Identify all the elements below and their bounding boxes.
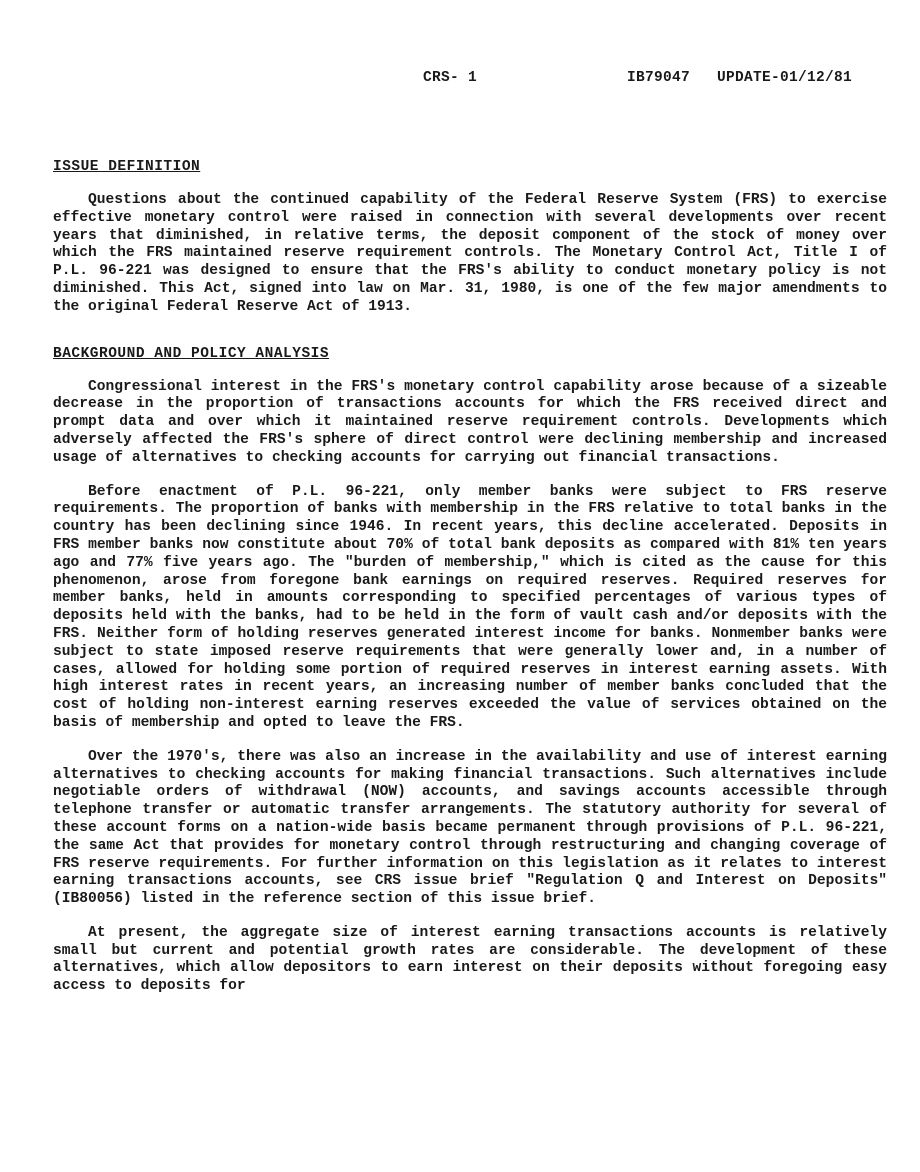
crs-page-label: CRS- 1 [423, 70, 478, 86]
issue-brief-update-label: IB79047 UPDATE-01/12/81 [627, 70, 853, 86]
paragraph: Congressional interest in the FRS's monetary control capability arose because of a sizeable decrease in the proportion of transactions accounts for which the FRS received direct and prompt data and over which it maintained reserve requirement controls. Developments which adversely affected the FRS's sphere of direct control were declining membership and increased usage of alternatives to checking accounts for carrying out financial transactions. [53, 378, 887, 466]
section-heading: ISSUE DEFINITION [53, 159, 201, 175]
paragraph: Before enactment of P.L. 96-221, only member banks were subject to FRS reserve requirements. The proportion of banks with membership in the FRS relative to total banks in the country has been declining since 1946. In recent years, this decline accelerated. Deposits in FRS member banks now constitute about 70% of total bank deposits as compared with 81% ten years ago and 77% five years ago. The "burden of membership," which is cited as the cause for this phenomenon, arose from foregone bank earnings on required reserves. Required reserves for member banks, held in amounts corresponding to specified percentages of various types of deposits held with the banks, had to be held in the form of vault cash and/or deposits with the FRS. Neither form of holding reserves generated interest income for banks. Nonmember banks were subject to state imposed reserve requirements that were generally lower and, in a number of cases, allowed for holding some portion of required reserves in interest earning assets. With high interest rates in recent years, an increasing number of member banks concluded that the cost of holding non-interest earning reserves exceeded the value of services obtained on the basis of membership and opted to leave the FRS. [53, 483, 887, 731]
paragraph: Questions about the continued capability of the Federal Reserve System (FRS) to exercise effective monetary control were raised in connection with several developments over recent years that diminished, in relative terms, the deposit component of the stock of money over which the FRS maintained reserve requirement controls. The Monetary Control Act, Title I of P.L. 96-221 was designed to ensure that the FRS's ability to conduct monetary policy is not diminished. This Act, signed into law on Mar. 31, 1980, is one of the few major amendments to the original Federal Reserve Act of 1913. [53, 192, 887, 315]
section-heading: BACKGROUND AND POLICY ANALYSIS [53, 345, 330, 362]
document-body [53, 158, 887, 1024]
paragraph: At present, the aggregate size of interest earning transactions accounts is relatively small but current and potential growth rates are considerable. The development of these alternatives, which allow depositors to earn interest on their deposits without foregoing easy access to deposits for [53, 924, 887, 995]
section-background-and-policy-analysis [53, 345, 887, 997]
page-header [0, 70, 920, 90]
paragraph: Over the 1970's, there was also an increase in the availability and use of interest earning alternatives to checking accounts for making financial transactions. Such alternatives include negotiable orders of withdrawal (NOW) accounts, and savings accounts accessible through telephone transfer or automatic transfer arrangements. The statutory authority for several of these account forms on a nation-wide basis became permanent through provisions of P.L. 96-221, the same Act that provides for monetary control through restructuring and changing coverage of FRS reserve requirements. For further information on this legislation as it relates to interest earning transactions accounts, see CRS issue brief "Regulation Q and Interest on Deposits" (IB80056) listed in the reference section of this issue brief. [53, 748, 887, 908]
section-issue-definition [53, 158, 887, 317]
